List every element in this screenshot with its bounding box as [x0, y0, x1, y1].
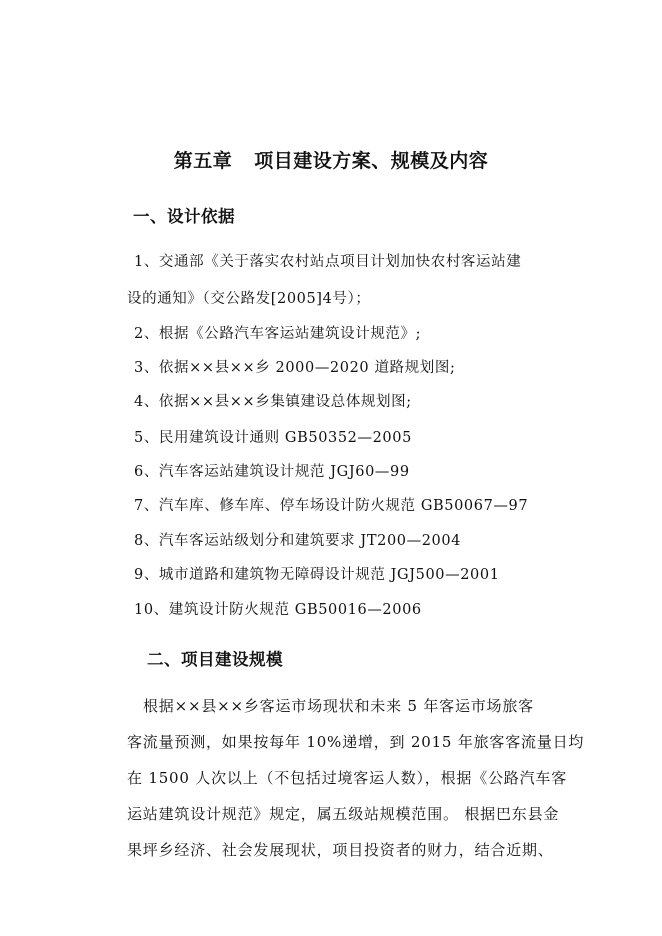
chapter-title — [0, 146, 662, 173]
basis-item-6: 6、汽车客运站建筑设计规范 JGJ60—99 — [134, 464, 410, 480]
basis-item-5: 5、民用建筑设计通则 GB50352—2005 — [134, 430, 412, 446]
basis-item-1: 1、交通部《关于落实农村站点项目计划加快农村客运站建 — [134, 254, 522, 270]
paragraph-line-4: 运站建筑设计规范》规定，属五级站规模范围。 根据巴东县金 — [127, 805, 560, 823]
basis-item-2: 2、根据《公路汽车客运站建筑设计规范》; — [134, 326, 422, 342]
basis-item-4: 4、依据××县××乡集镇建设总体规划图; — [134, 394, 412, 410]
basis-item-9: 9、城市道路和建筑物无障碍设计规范 JGJ500—2001 — [134, 567, 500, 583]
paragraph-line-2: 客流量预测，如果按每年 10%递增，到 2015 年旅客客流量日均 — [127, 733, 585, 751]
basis-item-7: 7、汽车库、修车库、停车场设计防火规范 GB50067—97 — [134, 498, 529, 514]
paragraph-line-5: 果坪乡经济、社会发展现状，项目投资者的财力，结合近期、 — [127, 841, 554, 859]
section-heading-project-scale: 二、项目建设规模 — [147, 650, 283, 669]
section-heading-design-basis: 一、设计依据 — [133, 207, 235, 226]
basis-item-3: 3、依据××县××乡 2000—2020 道路规划图; — [134, 360, 456, 376]
chapter-number: 第五章 — [173, 150, 233, 172]
basis-item-8: 8、汽车客运站级划分和建筑要求 JT200—2004 — [134, 533, 461, 549]
chapter-name: 项目建设方案、规模及内容 — [254, 150, 489, 172]
basis-item-10: 10、建筑设计防火规范 GB50016—2006 — [134, 602, 422, 618]
paragraph-line-3: 在 1500 人次以上（不包括过境客运人数），根据《公路汽车客 — [127, 769, 568, 787]
basis-item-1-continued: 设的通知》（交公路发[2005]4号）； — [127, 291, 371, 307]
paragraph-line-1: 根据××县××乡客运市场现状和未来 5 年客运市场旅客 — [143, 697, 534, 715]
